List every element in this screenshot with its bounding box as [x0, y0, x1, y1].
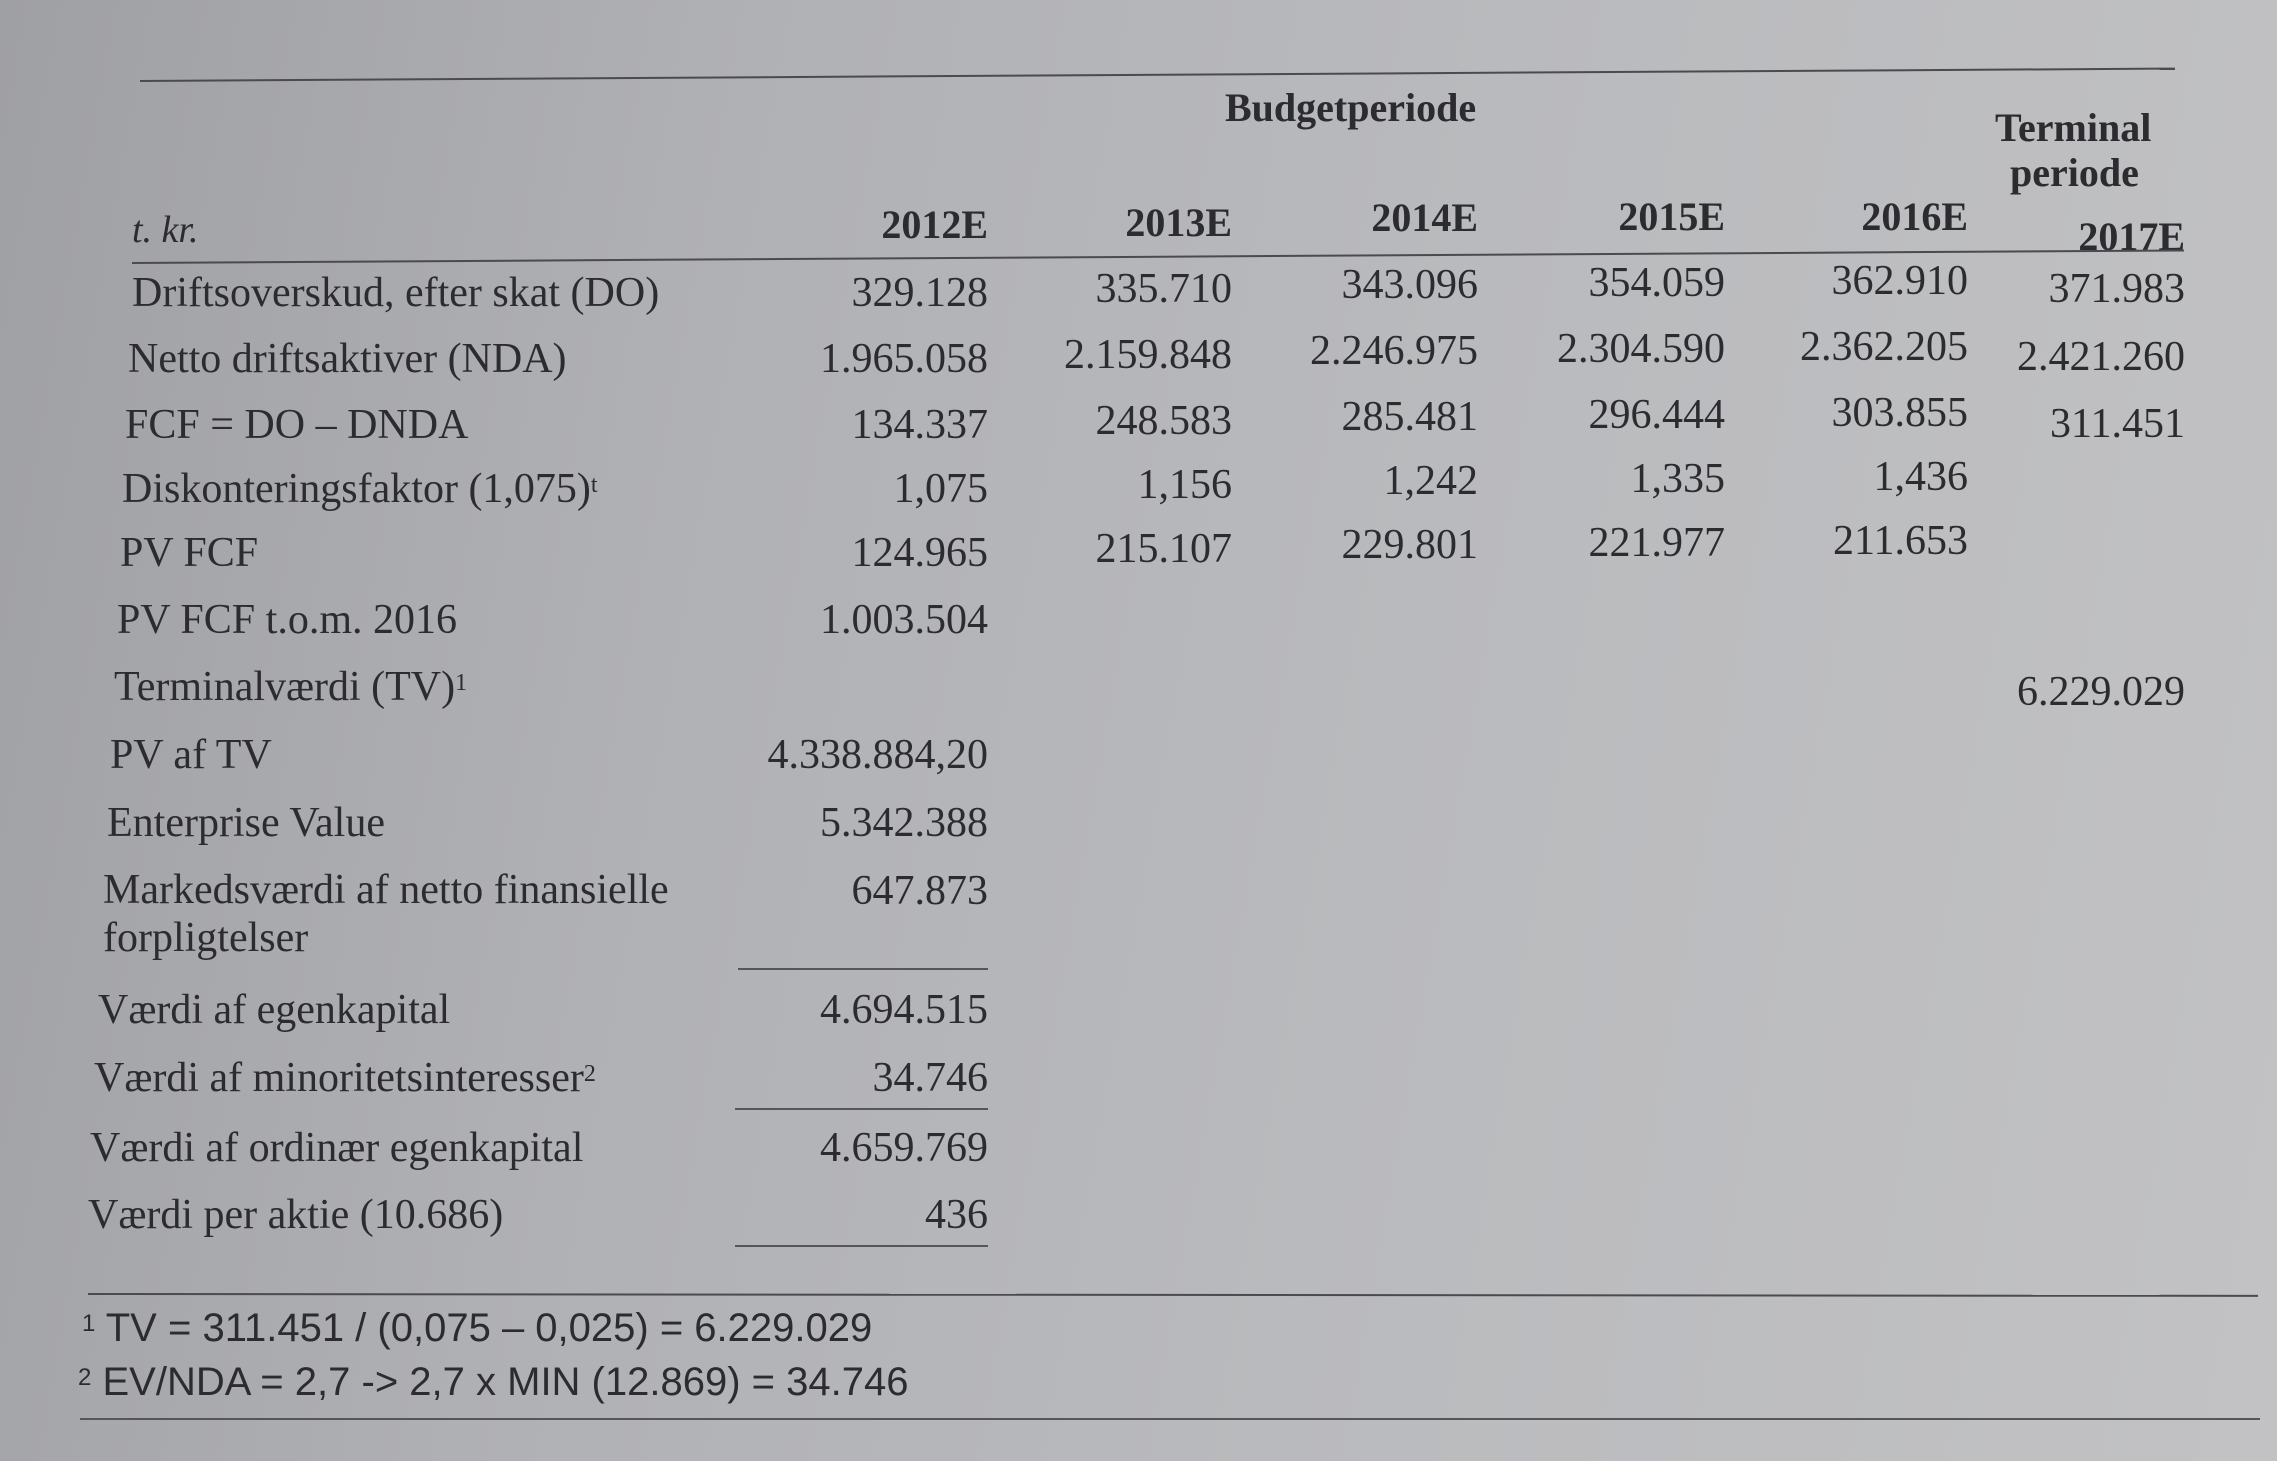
table-cell: 211.653	[1833, 518, 1968, 564]
table-cell: 215.107	[1095, 526, 1232, 572]
row-label	[98, 985, 450, 1035]
column-header-2016e: 2016E	[1861, 194, 1968, 239]
table-cell: 4.659.769	[820, 1125, 988, 1171]
table-cell: 1,436	[1873, 454, 1968, 500]
table-cell: 303.855	[1831, 390, 1968, 436]
row-label	[107, 798, 385, 848]
footnote-1	[82, 1303, 872, 1353]
row-label-text: Netto driftsaktiver (NDA)	[128, 336, 567, 382]
table-cell: 311.451	[2050, 401, 2185, 447]
row-label-text: Terminalværdi (TV)	[114, 664, 456, 710]
table-cell: 329.128	[851, 270, 988, 316]
table-cell: 354.059	[1588, 260, 1725, 306]
table-cell: 2.421.260	[2017, 334, 2185, 380]
table-cell: 34.746	[872, 1055, 988, 1101]
row-label	[110, 730, 272, 780]
table-cell: 1,242	[1383, 458, 1478, 504]
row-label	[88, 1190, 503, 1240]
column-header-2012e: 2012E	[881, 202, 988, 247]
table-cell: 5.342.388	[820, 800, 988, 846]
table-cell: 2.246.975	[1310, 328, 1478, 374]
footnote-marker: t	[590, 472, 598, 498]
table-cell: 436	[925, 1192, 988, 1238]
row-label	[128, 334, 567, 384]
row-label-text: Værdi af ordinær egenkapital	[90, 1125, 584, 1171]
row-label	[103, 866, 669, 962]
row-label-text: PV FCF t.o.m. 2016	[117, 597, 457, 643]
subtotal-rule-3	[735, 1245, 988, 1247]
row-label-text: FCF = DO – DNDA	[125, 402, 469, 448]
table-cell: 362.910	[1831, 258, 1968, 304]
table-cell: 229.801	[1341, 522, 1478, 568]
row-label	[125, 400, 468, 450]
footnote-marker: 1	[82, 1310, 96, 1337]
row-label-text: PV af TV	[110, 732, 272, 778]
footnote-marker: 1	[455, 670, 468, 696]
footnote-text: EV/NDA = 2,7 -> 2,7 x MIN (12.869) = 34.746	[91, 1360, 909, 1404]
terminal-period-header-line1: Terminal	[1995, 105, 2152, 150]
row-label	[120, 528, 258, 578]
table-cell: 2.159.848	[1064, 332, 1232, 378]
footnote-text: TV = 311.451 / (0,075 – 0,025) = 6.229.029	[95, 1306, 873, 1350]
table-cell: 221.977	[1588, 520, 1725, 566]
table-cell: 335.710	[1095, 266, 1232, 312]
top-rule	[140, 68, 2175, 82]
table-cell: 6.229.029	[2017, 669, 2185, 715]
table-cell: 1,335	[1630, 456, 1725, 502]
row-label	[132, 268, 659, 318]
table-cell: 647.873	[851, 868, 988, 914]
subtotal-rule-1	[738, 968, 988, 970]
table-cell: 1,075	[893, 466, 988, 512]
footnote-marker: 2	[583, 1061, 596, 1087]
row-label	[90, 1123, 583, 1173]
footnote-marker: 2	[78, 1364, 92, 1391]
row-label-text: Værdi per aktie (10.686)	[88, 1192, 504, 1238]
table-cell: 248.583	[1095, 398, 1232, 444]
table-cell: 371.983	[2048, 266, 2185, 312]
table-bottom-rule	[88, 1293, 2258, 1297]
table-cell: 343.096	[1341, 262, 1478, 308]
row-label	[122, 464, 598, 514]
terminal-period-header-line2: periode	[2010, 150, 2139, 195]
table-cell: 296.444	[1588, 392, 1725, 438]
column-header-2017e: 2017E	[2078, 214, 2185, 259]
row-label-text: Enterprise Value	[107, 800, 385, 846]
table-cell: 4.694.515	[820, 987, 988, 1033]
row-label-text: Værdi af egenkapital	[98, 987, 451, 1033]
table-cell: 4.338.884,20	[767, 732, 988, 778]
row-label-text: Diskonteringsfaktor (1,075)	[122, 466, 591, 512]
row-label	[117, 595, 457, 645]
footnote-2	[78, 1357, 908, 1407]
column-header-2013e: 2013E	[1125, 200, 1232, 245]
table-cell: 134.337	[851, 402, 988, 448]
table-cell: 285.481	[1341, 394, 1478, 440]
subtotal-rule-2	[735, 1108, 988, 1110]
table-cell: 1,156	[1137, 462, 1232, 508]
row-label-text: Driftsoverskud, efter skat (DO)	[132, 270, 660, 316]
row-label	[94, 1053, 596, 1103]
table-cell: 1.965.058	[820, 336, 988, 382]
table-cell: 2.304.590	[1557, 326, 1725, 372]
row-label	[114, 662, 467, 712]
table-cell: 2.362.205	[1800, 324, 1968, 370]
table-cell: 1.003.504	[820, 597, 988, 643]
row-label-text: Markedsværdi af netto finansielle	[103, 867, 669, 913]
column-header-2014e: 2014E	[1371, 195, 1478, 240]
row-label-text: PV FCF	[120, 530, 259, 576]
row-label-text: Værdi af minoritetsinteresser	[94, 1055, 584, 1101]
footnote-bottom-rule	[80, 1418, 2260, 1420]
budget-period-header: Budgetperiode	[1225, 85, 1477, 130]
unit-label: t. kr.	[132, 209, 199, 251]
column-header-2015e: 2015E	[1618, 194, 1725, 239]
table-cell: 124.965	[851, 530, 988, 576]
row-label-text-line2: forpligtelser	[103, 915, 309, 961]
